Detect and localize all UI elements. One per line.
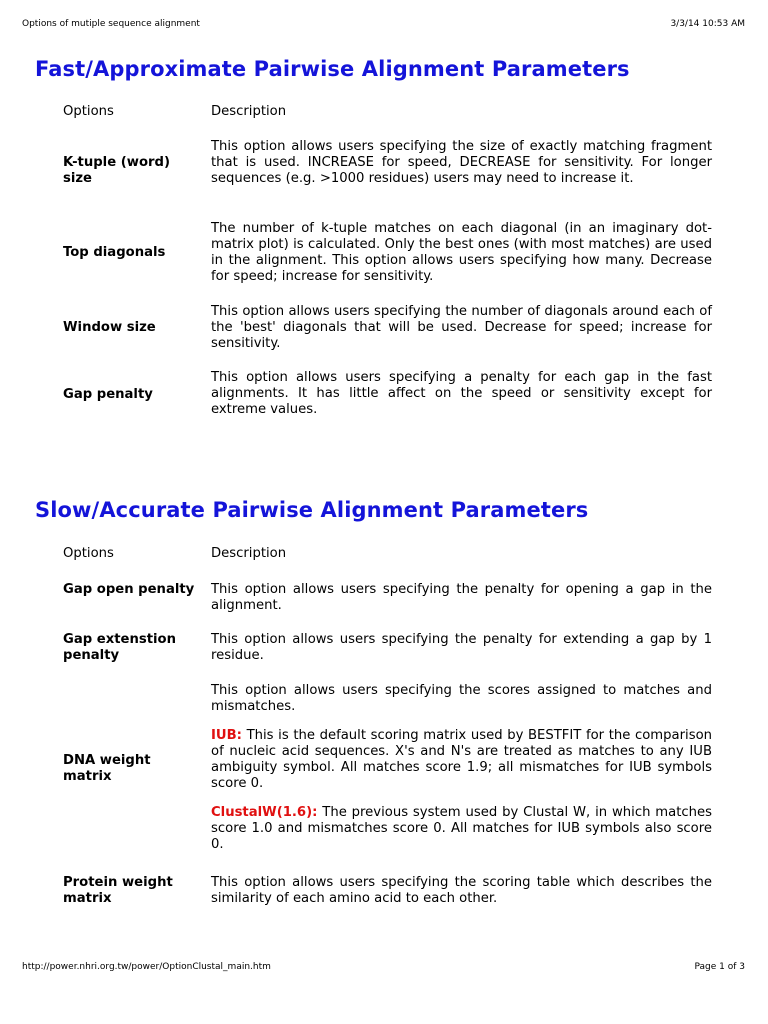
clustal-text: The previous system used by Clustal W, in which matches score 1.0 and mismatches score 0. All matches for IUB symbols also score 0. bbox=[211, 805, 712, 852]
print-header-title: Options of mutiple sequence alignment bbox=[22, 19, 200, 29]
column-header-description: Description bbox=[211, 546, 287, 561]
clustal-label: ClustalW(1.6): bbox=[211, 805, 318, 820]
iub-text: This is the default scoring matrix used by BESTFIT for the comparison of nucleic acid sequences. X's and N's are treated as matches to any IUB ambiguity symbol. All matches score 1.9; all mismatches for IUB symbols score 0. bbox=[211, 728, 712, 791]
option-description: This option allows users specifying a penalty for each gap in the fast alignments. It has little affect on the speed or sensitivity except for extreme values. bbox=[211, 370, 712, 417]
clustal-paragraph bbox=[211, 805, 712, 853]
option-name: Gap open penalty bbox=[63, 582, 195, 597]
option-name: K-tuple (word) size bbox=[63, 155, 170, 186]
print-footer-page-number: Page 1 of 3 bbox=[694, 962, 745, 972]
iub-label: IUB: bbox=[211, 728, 242, 743]
column-header-options: Options bbox=[63, 546, 114, 561]
option-name: Top diagonals bbox=[63, 245, 166, 260]
option-name: Window size bbox=[63, 320, 156, 335]
section-title-slow: Slow/Accurate Pairwise Alignment Parameters bbox=[35, 498, 589, 522]
option-description: The number of k-tuple matches on each diagonal (in an imaginary dot-matrix plot) is calculated. Only the best ones (with most matches) are used in the alignment. This option allows users specifying how many. Decrease for speed; increase for sensitivity. bbox=[211, 221, 712, 284]
option-description: This option allows users specifying the scoring table which describes the similarity of each amino acid to each other. bbox=[211, 875, 712, 906]
option-description: This option allows users specifying the penalty for extending a gap by 1 residue. bbox=[211, 632, 712, 663]
iub-paragraph bbox=[211, 728, 712, 792]
section-title-fast: Fast/Approximate Pairwise Alignment Parameters bbox=[35, 57, 630, 81]
column-header-description: Description bbox=[211, 104, 287, 119]
option-name: DNA weight matrix bbox=[63, 753, 151, 784]
option-name: Protein weight matrix bbox=[63, 875, 173, 906]
column-header-options: Options bbox=[63, 104, 114, 119]
option-description: This option allows users specifying the number of diagonals around each of the 'best' diagonals that will be used. Decrease for speed; increase for sensitivity. bbox=[211, 304, 712, 351]
print-footer-url: http://power.nhri.org.tw/power/OptionClustal_main.htm bbox=[22, 962, 271, 972]
print-header-timestamp: 3/3/14 10:53 AM bbox=[670, 19, 745, 29]
option-description: This option allows users specifying the penalty for opening a gap in the alignment. bbox=[211, 582, 712, 613]
option-description bbox=[211, 683, 712, 853]
dna-matrix-intro: This option allows users specifying the scores assigned to matches and mismatches. bbox=[211, 683, 712, 714]
option-name: Gap penalty bbox=[63, 387, 153, 402]
option-name: Gap extenstion penalty bbox=[63, 632, 176, 663]
option-description: This option allows users specifying the size of exactly matching fragment that is used. INCREASE for speed, DECREASE for sensitivity. For longer sequences (e.g. >1000 residues) users may need to increase it. bbox=[211, 139, 712, 186]
